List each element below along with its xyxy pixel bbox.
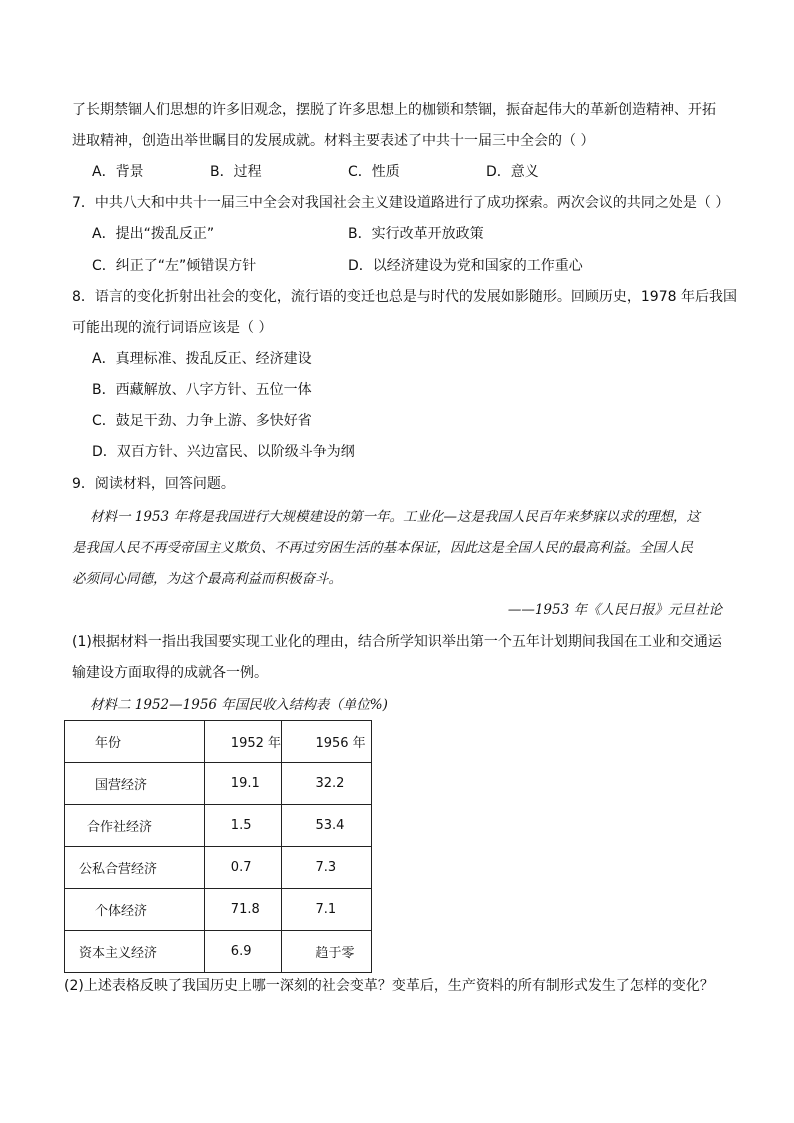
q8-stem-line-1: 8．语言的变化折射出社会的变化，流行语的变迁也总是与时代的发展如影随形。回顾历史，1978 年后我国 [72, 289, 737, 305]
table-cell: 公私合营经济 [65, 847, 205, 889]
q7-option-a: A．提出“拨乱反正” [92, 226, 215, 242]
q6-stem-line-1: 了长期禁锢人们思想的许多旧观念，摆脱了许多思想上的枷锁和禁锢，振奋起伟大的革新创造精神、开拓 [72, 102, 716, 118]
q6-option-b: B．过程 [210, 164, 262, 180]
table-cell: 7.3 [282, 847, 372, 889]
q8-option-a: A．真理标准、拨乱反正、经济建设 [92, 351, 312, 367]
q9-material1-line-1: 材料一 1953 年将是我国进行大规模建设的第一年。工业化—这是我国人民百年来梦寐以求的理想，这 [90, 509, 700, 525]
table-cell: 国营经济 [65, 763, 205, 805]
table-header-cell: 年份 [65, 721, 205, 763]
q9-material1-line-2: 是我国人民不再受帝国主义欺负、不再过穷困生活的基本保证，因此这是全国人民的最高利益。全国人民 [72, 540, 693, 556]
q8-stem-line-2: 可能出现的流行词语应该是（ ） [72, 320, 273, 336]
table-cell: 合作社经济 [65, 805, 205, 847]
table-header-row [65, 721, 372, 763]
table-row [65, 847, 372, 889]
q9-material1-source: ——1953 年《人民日报》元旦社论 [507, 602, 722, 618]
q7-option-b: B．实行改革开放政策 [348, 226, 484, 242]
table-cell: 7.1 [282, 889, 372, 931]
table-cell: 32.2 [282, 763, 372, 805]
table-cell: 资本主义经济 [65, 931, 205, 973]
table-row [65, 889, 372, 931]
q9-material2-caption: 材料二 1952—1956 年国民收入结构表（单位%) [90, 697, 388, 713]
q9-sub1-line-2: 输建设方面取得的成就各一例。 [72, 665, 268, 681]
table-cell: 71.8 [204, 889, 282, 931]
q8-option-c: C．鼓足干劲、力争上游、多快好省 [92, 413, 312, 429]
q6-option-a: A．背景 [92, 164, 144, 180]
table-cell: 1.5 [204, 805, 282, 847]
q7-option-c: C．纠正了“左”倾错误方针 [92, 258, 257, 274]
table-header-cell: 1956 年 [282, 721, 372, 763]
q8-option-b: B．西藏解放、八字方针、五位一体 [92, 382, 312, 398]
q7-option-d: D．以经济建设为党和国家的工作重心 [348, 258, 583, 274]
q9-stem: 9．阅读材料，回答问题。 [72, 476, 235, 492]
q9-material1-line-3: 必须同心同德，为这个最高利益而积极奋斗。 [72, 571, 342, 587]
q8-option-d: D．双百方针、兴边富民、以阶级斗争为纲 [92, 444, 355, 460]
q6-option-d: D．意义 [486, 164, 539, 180]
income-structure-table [64, 720, 372, 973]
table-cell: 53.4 [282, 805, 372, 847]
q7-stem: 7．中共八大和中共十一届三中全会对我国社会主义建设道路进行了成功探索。两次会议的共同之处是（ ） [72, 195, 730, 211]
table-cell: 19.1 [204, 763, 282, 805]
q9-sub2: (2)上述表格反映了我国历史上哪一深刻的社会变革？变革后，生产资料的所有制形式发生了怎样的变化？ [64, 978, 714, 994]
table-cell: 0.7 [204, 847, 282, 889]
table-cell: 趋于零 [282, 931, 372, 973]
table-cell: 个体经济 [65, 889, 205, 931]
q6-option-c: C．性质 [348, 164, 400, 180]
table-row [65, 763, 372, 805]
q9-sub1-line-1: (1)根据材料一指出我国要实现工业化的理由，结合所学知识举出第一个五年计划期间我国在工业和交通运 [72, 634, 722, 650]
q6-stem-line-2: 进取精神，创造出举世瞩目的发展成就。材料主要表述了中共十一届三中全会的（ ） [72, 133, 595, 149]
table-row [65, 931, 372, 973]
table-cell: 6.9 [204, 931, 282, 973]
table-row [65, 805, 372, 847]
table-header-cell: 1952 年 [204, 721, 282, 763]
